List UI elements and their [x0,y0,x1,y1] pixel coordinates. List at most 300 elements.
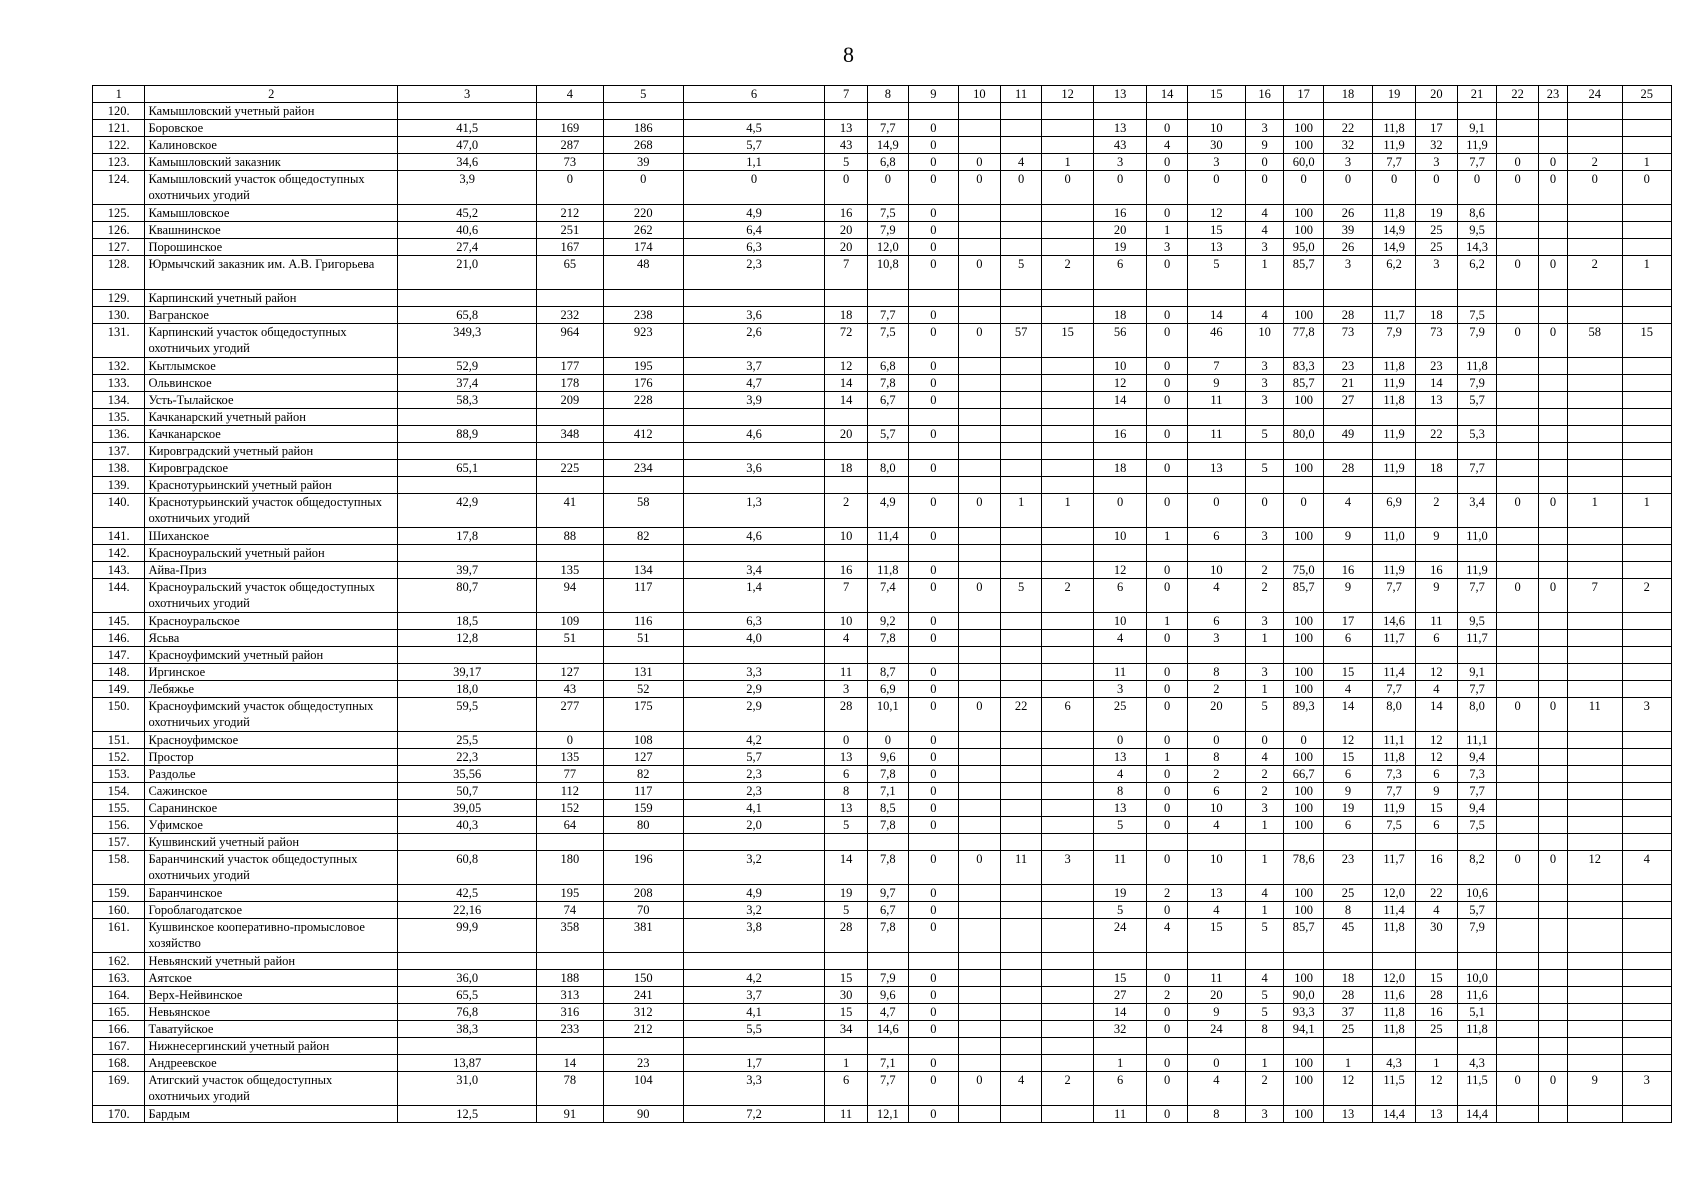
table-cell: 11 [1188,970,1246,987]
empty-cell [1622,443,1671,460]
row-number: 146. [93,630,145,647]
table-cell: 0 [908,698,958,732]
empty-cell [1000,477,1042,494]
table-cell: 381 [603,919,683,953]
table-cell [1497,426,1539,443]
table-row [93,205,1672,222]
table-cell: 5 [1000,579,1042,613]
table-cell: 0 [958,1072,1000,1106]
table-cell: 7,7 [1457,460,1497,477]
table-cell: 100 [1284,630,1324,647]
table-cell: 0 [825,171,868,205]
empty-cell [1042,103,1093,120]
table-cell [1497,919,1539,953]
table-cell [1567,205,1622,222]
table-cell [1622,120,1671,137]
table-cell: 10 [1093,613,1147,630]
table-cell: 12,8 [398,630,537,647]
table-cell: 9 [1415,528,1457,545]
table-cell: 93,3 [1284,1004,1324,1021]
table-cell: 0 [908,987,958,1004]
row-number: 153. [93,766,145,783]
table-cell [1042,681,1093,698]
empty-cell [1497,953,1539,970]
table-cell [1000,732,1042,749]
row-number: 125. [93,205,145,222]
table-cell [958,749,1000,766]
area-name: Красноуральское [145,613,398,630]
table-cell: 13,87 [398,1055,537,1072]
table-cell: 65 [537,256,603,290]
table-cell: 5 [1245,698,1284,732]
table-cell: 5,7 [867,426,908,443]
table-cell: 11,8 [1373,205,1416,222]
empty-cell [1567,834,1622,851]
table-cell [1000,613,1042,630]
table-cell: 0 [958,256,1000,290]
empty-cell [537,647,603,664]
table-cell: 0 [908,851,958,885]
table-cell: 6,9 [1373,494,1416,528]
empty-cell [683,103,824,120]
table-cell [1497,1055,1539,1072]
table-cell: 4 [1093,630,1147,647]
table-cell: 3 [1188,154,1246,171]
table-cell [958,800,1000,817]
table-cell: 3 [1245,664,1284,681]
table-cell: 8,0 [1457,698,1497,732]
row-number: 133. [93,375,145,392]
table-cell: 4,9 [683,885,824,902]
table-cell: 94 [537,579,603,613]
table-cell: 22 [1323,120,1372,137]
table-cell: 7,7 [867,1072,908,1106]
table-cell: 16 [825,205,868,222]
table-cell: 13 [1323,1106,1372,1123]
empty-cell [1539,1038,1568,1055]
table-cell: 100 [1284,800,1324,817]
empty-cell [1457,953,1497,970]
table-cell: 3 [1042,851,1093,885]
table-cell: 6,8 [867,358,908,375]
table-cell: 0 [1147,800,1188,817]
empty-cell [867,290,908,307]
table-cell: 80,0 [1284,426,1324,443]
table-cell: 82 [603,528,683,545]
empty-cell [398,443,537,460]
table-cell: 2 [1245,766,1284,783]
empty-cell [1497,1038,1539,1055]
row-number: 162. [93,953,145,970]
table-cell: 1 [1622,154,1671,171]
table-cell: 4 [825,630,868,647]
table-cell: 0 [1147,817,1188,834]
row-number: 122. [93,137,145,154]
table-cell: 2 [1188,766,1246,783]
empty-cell [537,409,603,426]
column-header: 19 [1373,86,1416,103]
row-number: 124. [93,171,145,205]
table-cell: 4 [1245,885,1284,902]
table-cell: 32 [1323,137,1372,154]
table-cell: 9 [1567,1072,1622,1106]
table-cell: 13 [825,749,868,766]
table-cell: 0 [958,851,1000,885]
table-cell: 3 [1245,239,1284,256]
table-cell: 1 [1323,1055,1372,1072]
empty-cell [1188,443,1246,460]
table-cell: 10,1 [867,698,908,732]
table-cell: 25 [1415,1021,1457,1038]
table-cell: 11,6 [1457,987,1497,1004]
table-cell: 11,8 [1373,358,1416,375]
table-cell: 0 [908,256,958,290]
table-cell: 0 [603,171,683,205]
table-cell: 95,0 [1284,239,1324,256]
empty-cell [1415,834,1457,851]
table-cell [1497,120,1539,137]
table-cell [1567,766,1622,783]
table-cell: 3,4 [1457,494,1497,528]
table-cell: 1 [825,1055,868,1072]
table-cell: 0 [1497,851,1539,885]
table-cell [1042,987,1093,1004]
table-cell: 4,9 [683,205,824,222]
row-number: 164. [93,987,145,1004]
table-cell: 212 [537,205,603,222]
table-cell: 12 [1415,1072,1457,1106]
table-cell: 100 [1284,137,1324,154]
table-cell: 1 [1567,494,1622,528]
column-header: 14 [1147,86,1188,103]
table-cell: 2 [1042,1072,1093,1106]
table-cell: 2 [1245,579,1284,613]
table-cell: 12 [1415,732,1457,749]
table-cell: 7,5 [867,324,908,358]
empty-cell [1093,1038,1147,1055]
table-cell: 17 [1323,613,1372,630]
area-name: Андреевское [145,1055,398,1072]
table-cell [1497,222,1539,239]
empty-cell [825,545,868,562]
table-cell: 40,6 [398,222,537,239]
table-cell: 19 [1093,239,1147,256]
empty-cell [1622,647,1671,664]
empty-cell [908,290,958,307]
table-row [93,358,1672,375]
table-cell: 1 [1245,851,1284,885]
table-cell: 7,7 [1373,579,1416,613]
table-cell: 30 [1188,137,1246,154]
empty-cell [603,290,683,307]
table-cell [1497,817,1539,834]
table-row [93,137,1672,154]
table-cell: 220 [603,205,683,222]
table-cell: 0 [1245,494,1284,528]
table-cell [1567,902,1622,919]
table-cell [1567,222,1622,239]
table-cell: 100 [1284,749,1324,766]
table-cell: 14,9 [1373,239,1416,256]
table-cell: 9 [1323,579,1372,613]
table-cell [958,902,1000,919]
table-row [93,1055,1672,1072]
table-cell: 0 [908,800,958,817]
table-cell: 25 [1415,239,1457,256]
empty-cell [1622,545,1671,562]
table-cell: 20 [825,222,868,239]
empty-cell [1457,1038,1497,1055]
table-cell [1000,970,1042,987]
table-cell [1497,1004,1539,1021]
table-cell: 60,8 [398,851,537,885]
table-cell: 18 [825,307,868,324]
table-cell [1497,630,1539,647]
table-cell: 131 [603,664,683,681]
table-cell: 23 [1323,358,1372,375]
table-cell: 23 [1323,851,1372,885]
table-cell [1042,630,1093,647]
table-cell: 11,9 [1457,137,1497,154]
table-cell: 11,4 [1373,664,1416,681]
table-cell: 100 [1284,205,1324,222]
table-cell: 11,8 [1457,358,1497,375]
table-cell: 0 [908,817,958,834]
table-cell: 0 [908,358,958,375]
empty-cell [537,834,603,851]
table-cell: 0 [1147,902,1188,919]
empty-cell [1245,647,1284,664]
table-cell [1539,562,1568,579]
area-name: Камышловский заказник [145,154,398,171]
area-name: Невьянское [145,1004,398,1021]
column-header: 13 [1093,86,1147,103]
table-cell [1000,1021,1042,1038]
table-cell: 8 [1188,664,1246,681]
table-cell: 9 [1323,528,1372,545]
table-cell: 5 [1245,1004,1284,1021]
table-cell: 100 [1284,681,1324,698]
table-cell: 180 [537,851,603,885]
table-cell: 0 [1567,171,1622,205]
table-cell: 0 [908,562,958,579]
table-cell [958,562,1000,579]
column-header: 12 [1042,86,1093,103]
table-cell [1567,562,1622,579]
table-cell: 0 [1457,171,1497,205]
row-number: 144. [93,579,145,613]
table-cell: 11 [1093,664,1147,681]
empty-cell [908,834,958,851]
table-cell: 73 [1323,324,1372,358]
table-cell: 51 [603,630,683,647]
table-cell: 100 [1284,902,1324,919]
table-cell: 0 [1497,171,1539,205]
table-cell: 17 [1415,120,1457,137]
table-cell: 14,4 [1457,1106,1497,1123]
empty-cell [1093,477,1147,494]
table-cell: 13 [1093,800,1147,817]
empty-cell [398,1038,537,1055]
table-cell: 14 [1415,698,1457,732]
table-cell: 18 [1415,307,1457,324]
row-number: 156. [93,817,145,834]
page-number: 8 [843,42,854,67]
table-cell [1000,222,1042,239]
row-number: 154. [93,783,145,800]
table-cell: 19 [825,885,868,902]
area-name: Уфимское [145,817,398,834]
table-cell: 169 [537,120,603,137]
empty-cell [1147,953,1188,970]
empty-cell [1622,290,1671,307]
table-cell: 4,6 [683,528,824,545]
row-number: 169. [93,1072,145,1106]
table-cell: 196 [603,851,683,885]
table-cell [1497,970,1539,987]
table-cell: 4 [1000,154,1042,171]
table-cell: 91 [537,1106,603,1123]
table-cell: 19 [1093,885,1147,902]
table-cell: 5,3 [1457,426,1497,443]
empty-cell [1147,443,1188,460]
table-cell: 0 [908,307,958,324]
table-row [93,290,1672,307]
table-cell: 4,2 [683,732,824,749]
table-cell: 5,1 [1457,1004,1497,1021]
table-cell: 16 [1093,205,1147,222]
table-cell: 25 [1323,1021,1372,1038]
table-cell [1567,460,1622,477]
table-cell: 0 [1093,171,1147,205]
table-cell: 100 [1284,783,1324,800]
table-cell [1622,766,1671,783]
table-cell: 312 [603,1004,683,1021]
column-header: 2 [145,86,398,103]
table-cell [1497,460,1539,477]
table-cell: 11,1 [1373,732,1416,749]
table-cell: 73 [537,154,603,171]
table-cell: 349,3 [398,324,537,358]
empty-cell [1323,834,1372,851]
table-cell [1497,664,1539,681]
table-cell: 0 [908,171,958,205]
table-cell [1000,987,1042,1004]
area-name: Качканарское [145,426,398,443]
table-cell: 15 [1093,970,1147,987]
table-cell: 127 [537,664,603,681]
table-cell: 7,7 [1457,783,1497,800]
table-cell: 9 [1323,783,1372,800]
table-cell: 0 [1323,171,1372,205]
table-cell [1042,664,1093,681]
table-cell: 89,3 [1284,698,1324,732]
table-cell: 100 [1284,817,1324,834]
table-cell: 4 [1245,749,1284,766]
row-number: 170. [93,1106,145,1123]
table-cell: 134 [603,562,683,579]
table-cell: 9,6 [867,749,908,766]
table-cell [1539,800,1568,817]
table-cell: 0 [1147,154,1188,171]
table-cell: 5 [1245,987,1284,1004]
row-number: 130. [93,307,145,324]
empty-cell [1042,1038,1093,1055]
table-cell [1539,358,1568,375]
empty-cell [537,953,603,970]
table-cell: 21,0 [398,256,537,290]
column-header: 16 [1245,86,1284,103]
table-cell [1567,732,1622,749]
table-cell: 8 [1093,783,1147,800]
table-cell: 42,9 [398,494,537,528]
table-cell: 5 [825,817,868,834]
table-cell: 12 [1567,851,1622,885]
table-cell: 4,6 [683,426,824,443]
table-cell: 0 [1539,171,1568,205]
table-cell: 77,8 [1284,324,1324,358]
empty-cell [1245,443,1284,460]
table-cell [1497,783,1539,800]
table-cell: 4,0 [683,630,824,647]
table-cell [1567,528,1622,545]
table-cell: 20 [825,239,868,256]
table-cell: 104 [603,1072,683,1106]
table-cell: 3,9 [398,171,537,205]
empty-cell [958,477,1000,494]
table-cell: 58,3 [398,392,537,409]
table-cell [1497,392,1539,409]
area-name: Иргинское [145,664,398,681]
table-cell: 9,1 [1457,120,1497,137]
table-cell: 5 [1245,919,1284,953]
area-name: Баранчинский участок общедоступных охотничьих угодий [145,851,398,885]
column-header: 10 [958,86,1000,103]
table-cell: 100 [1284,885,1324,902]
empty-cell [603,834,683,851]
table-cell [1497,528,1539,545]
table-cell [1539,460,1568,477]
empty-cell [398,409,537,426]
table-cell: 19 [1323,800,1372,817]
table-cell [1042,375,1093,392]
table-cell: 12 [1323,732,1372,749]
row-number: 159. [93,885,145,902]
row-number: 131. [93,324,145,358]
table-cell [1622,749,1671,766]
table-cell: 8,0 [1373,698,1416,732]
table-cell: 1,4 [683,579,824,613]
table-cell: 59,5 [398,698,537,732]
empty-cell [958,834,1000,851]
table-cell: 3,7 [683,987,824,1004]
table-cell: 0 [908,885,958,902]
table-cell: 1,3 [683,494,824,528]
empty-cell [683,477,824,494]
table-cell: 27 [1093,987,1147,1004]
table-cell: 58 [1567,324,1622,358]
empty-cell [1373,409,1416,426]
table-cell [1497,766,1539,783]
table-cell: 16 [1415,1004,1457,1021]
table-cell: 0 [1539,698,1568,732]
table-cell: 4 [1000,1072,1042,1106]
table-cell [1042,766,1093,783]
table-cell: 12,0 [867,239,908,256]
table-cell: 14,9 [1373,222,1416,239]
table-cell: 0 [537,732,603,749]
table-cell [958,307,1000,324]
